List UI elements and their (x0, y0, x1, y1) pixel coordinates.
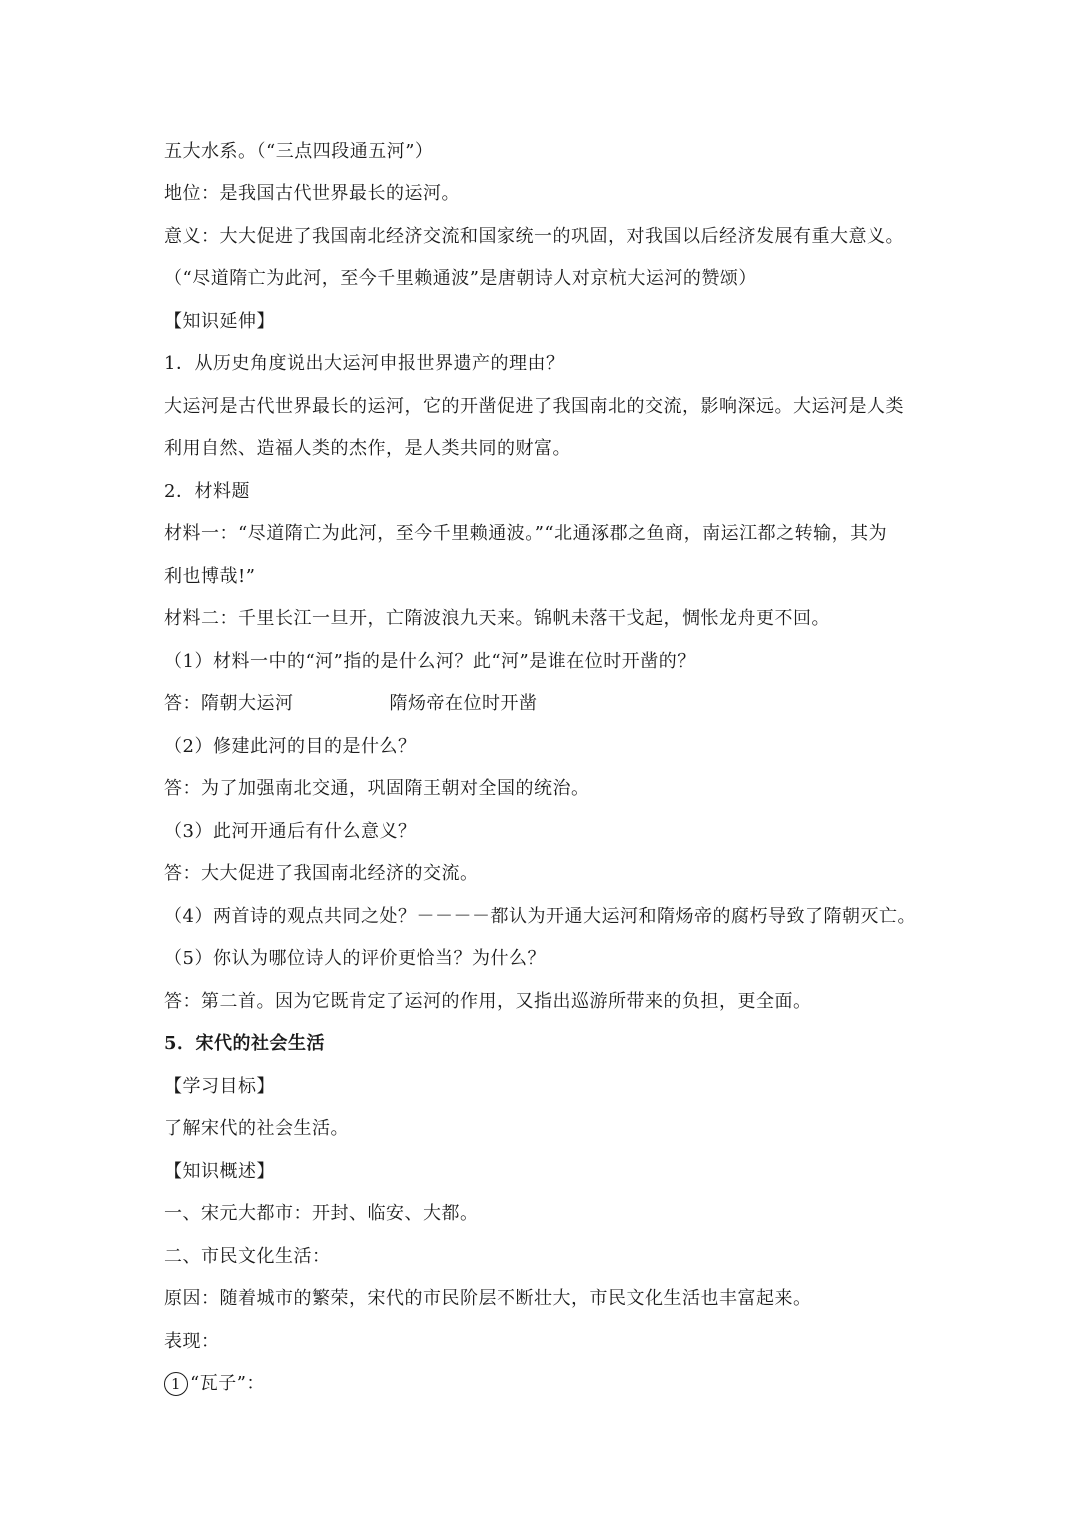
text-line: 五大水系。（“三点四段通五河”） (164, 141, 434, 162)
text-line: 意义：大大促进了我国南北经济交流和国家统一的巩固，对我国以后经济发展有重大意义。 (164, 226, 904, 247)
circled-number-marker: 1 (164, 1372, 188, 1396)
section-heading: 【学习目标】 (164, 1076, 275, 1097)
section-heading: 【知识延伸】 (164, 311, 275, 332)
text-line: 利也博哉!” (164, 566, 256, 587)
text-line: （“尽道隋亡为此河，至今千里赖通波”是唐朝诗人对京杭大运河的赞颂） (164, 268, 757, 289)
text-line: 材料二：千里长江一旦开，亡隋波浪九天来。锦帆未落干戈起，惆怅龙舟更不回。 (164, 608, 830, 629)
sub-question: （2）修建此河的目的是什么？ (164, 736, 417, 757)
text-line: 二、市民文化生活： (164, 1246, 331, 1267)
answer-line: 答：大大促进了我国南北经济的交流。 (164, 863, 479, 884)
text-line: 一、宋元大都市：开封、临安、大都。 (164, 1203, 479, 1224)
sub-question: （1）材料一中的“河”指的是什么河？此“河”是谁在位时开凿的？ (164, 651, 696, 672)
answer-part: 隋炀帝在位时开凿 (389, 693, 538, 714)
text-line: 地位：是我国古代世界最长的运河。 (164, 183, 460, 204)
section-heading: 【知识概述】 (164, 1161, 275, 1182)
text-line: 了解宋代的社会生活。 (164, 1118, 349, 1139)
sub-question: （5）你认为哪位诗人的评价更恰当？为什么？ (164, 948, 546, 969)
list-item (164, 1372, 265, 1396)
answer-part: 答：隋朝大运河 (164, 693, 294, 714)
sub-question: （4）两首诗的观点共同之处？－－－－都认为开通大运河和隋炀帝的腐朽导致了隋朝灭亡。 (164, 906, 916, 927)
question-heading: 1．从历史角度说出大运河申报世界遗产的理由？ (164, 353, 565, 374)
text-line: 利用自然、造福人类的杰作，是人类共同的财富。 (164, 438, 571, 459)
answer-line: 答：为了加强南北交通，巩固隋王朝对全国的统治。 (164, 778, 590, 799)
text-line: 材料一：“尽道隋亡为此河，至今千里赖通波。”“北通涿郡之鱼商，南运江都之转输，其为 (164, 523, 888, 544)
list-item-label: “瓦子”： (190, 1373, 265, 1394)
answer-line (164, 692, 538, 716)
answer-line: 答：第二首。因为它既肯定了运河的作用，又指出巡游所带来的负担，更全面。 (164, 991, 812, 1012)
text-line: 大运河是古代世界最长的运河，它的开凿促进了我国南北的交流，影响深远。大运河是人类 (164, 396, 904, 417)
chapter-heading: 5．宋代的社会生活 (164, 1033, 326, 1054)
question-heading: 2．材料题 (164, 481, 250, 502)
text-line: 表现： (164, 1331, 220, 1352)
sub-question: （3）此河开通后有什么意义？ (164, 821, 417, 842)
text-line: 原因：随着城市的繁荣，宋代的市民阶层不断壮大，市民文化生活也丰富起来。 (164, 1288, 812, 1309)
